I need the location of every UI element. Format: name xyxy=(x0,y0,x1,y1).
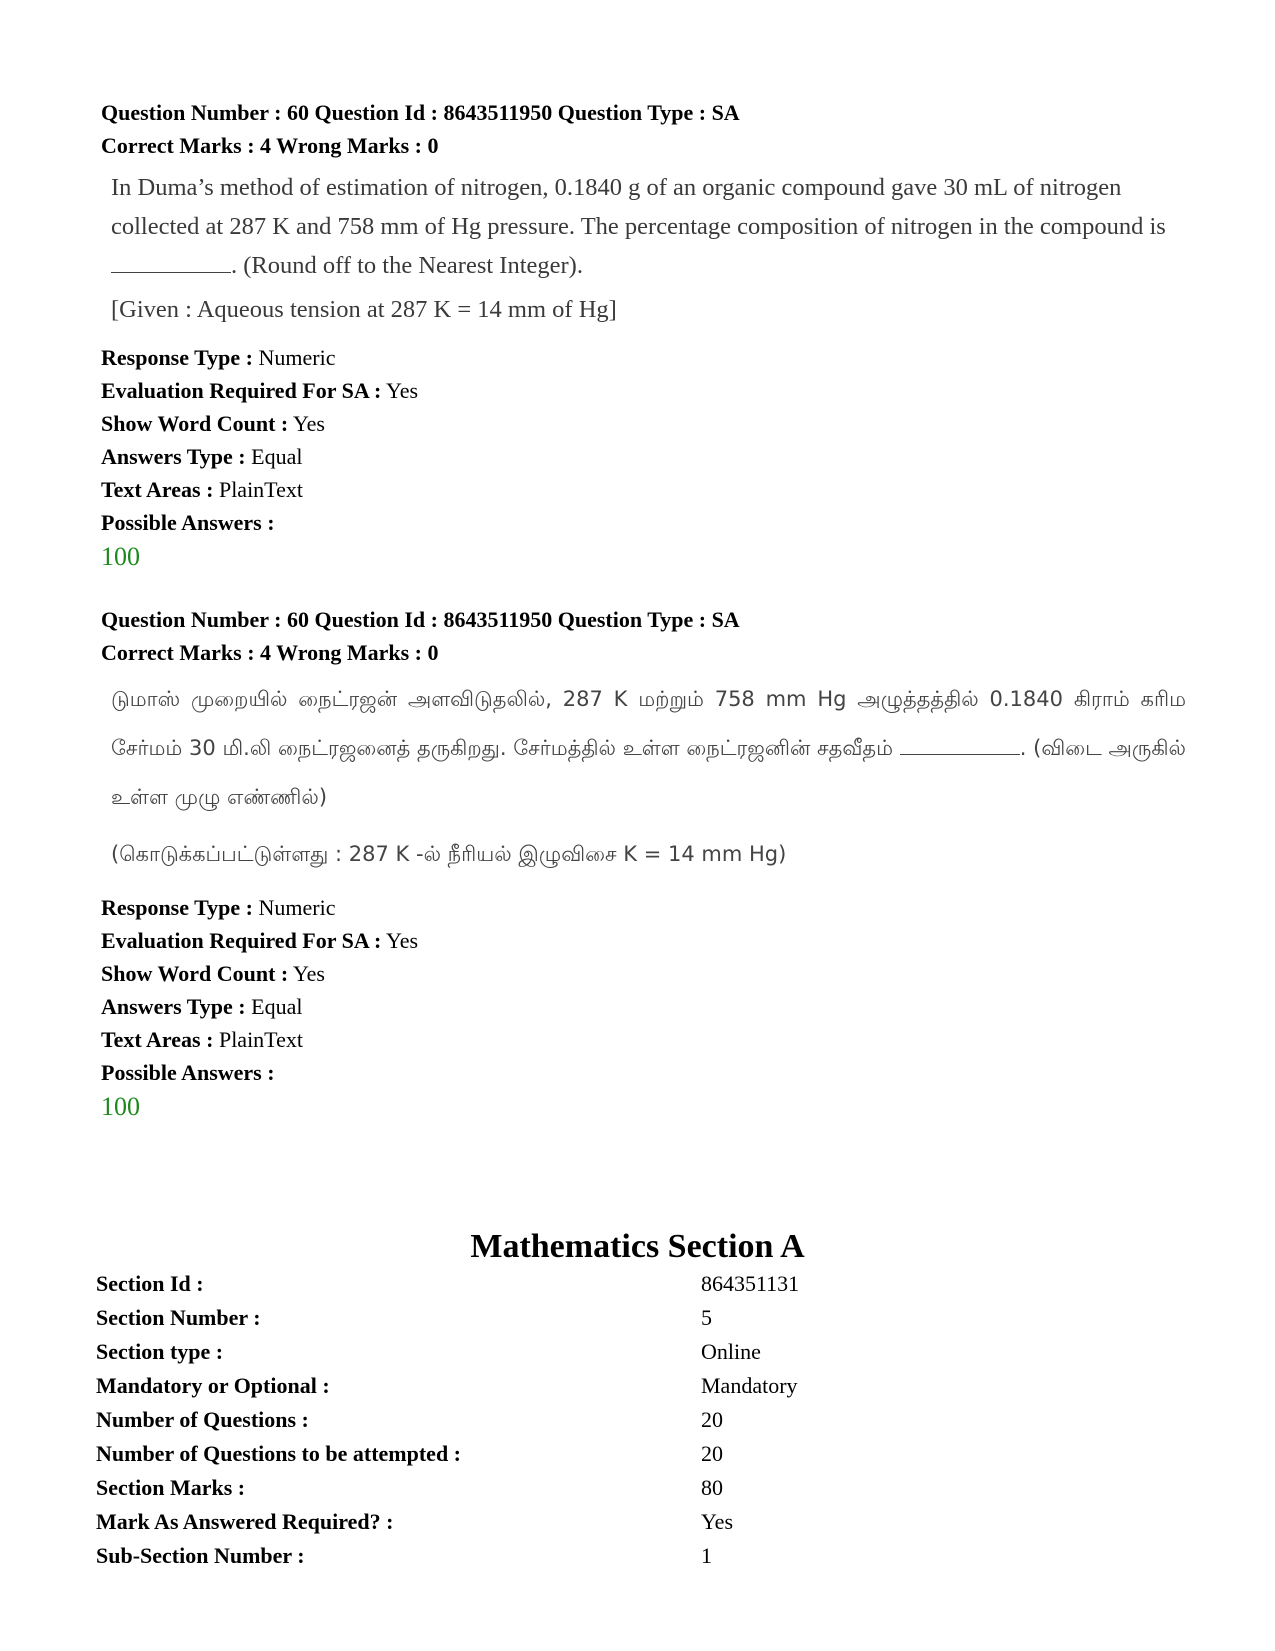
section-info-row: Number of Questions : 20 xyxy=(96,1407,723,1432)
possible-answers-label: Possible Answers : xyxy=(101,510,275,535)
question-block-tamil xyxy=(101,603,1186,1125)
question-meta xyxy=(101,891,1181,1125)
section-title: Mathematics Section A xyxy=(470,1228,805,1265)
marks-header: Correct Marks : 4 Wrong Marks : 0 xyxy=(101,133,439,158)
section-info-row: Number of Questions to be attempted : 20 xyxy=(96,1441,723,1466)
possible-answers-label: Possible Answers : xyxy=(101,1060,275,1085)
section-info-row: Mark As Answered Required? : Yes xyxy=(96,1509,734,1534)
answer-blank xyxy=(111,252,231,273)
evaluation-row: Evaluation Required For SA : Yes xyxy=(101,928,419,953)
possible-answer-value: 100 xyxy=(101,542,140,571)
section-info-table xyxy=(96,1267,996,1573)
section-info-row: Section Marks : 80 xyxy=(96,1475,723,1500)
section-info-row: Section Number : 5 xyxy=(96,1305,712,1330)
possible-answer-value: 100 xyxy=(101,1092,140,1121)
question-given: [Given : Aqueous tension at 287 K = 14 mm of Hg] xyxy=(111,296,617,323)
marks-header: Correct Marks : 4 Wrong Marks : 0 xyxy=(101,640,439,665)
section-info-row: Mandatory or Optional : Mandatory xyxy=(96,1373,798,1398)
answer-blank xyxy=(900,734,1020,755)
word-count-row: Show Word Count : Yes xyxy=(101,961,325,986)
word-count-row: Show Word Count : Yes xyxy=(101,411,325,436)
answers-type-row: Answers Type : Equal xyxy=(101,994,303,1019)
text-areas-row: Text Areas : PlainText xyxy=(101,1027,303,1052)
response-type-row: Response Type : Numeric xyxy=(101,345,336,370)
question-given: (கொடுக்கப்பட்டுள்ளது : 287 K -ல் நீரியல் இழுவிசை K = 14 mm Hg) xyxy=(111,842,787,866)
response-type-row: Response Type : Numeric xyxy=(101,895,336,920)
section-info-row: Sub-Section Number : 1 xyxy=(96,1543,712,1568)
question-text xyxy=(111,675,1186,879)
section-info-row: Section Id : 864351131 xyxy=(96,1271,800,1296)
answers-type-row: Answers Type : Equal xyxy=(101,444,303,469)
question-body: டுமாஸ் முறையில் நைட்ரஜன் அளவிடுதலில், 287 K மற்றும் 758 mm Hg அழுத்தத்தில் 0.1840 கிராம் கரிம சேர்மம் 30 மி.லி நைட்ரஜனைத் தருகிறது. சேர்மத்தில் உள்ள நைட்ரஜனின் சதவீதம் xyxy=(111,687,1186,760)
question-body-tail: . (Round off to the Nearest Integer). xyxy=(231,252,583,279)
question-body: In Duma’s method of estimation of nitrogen, 0.1840 g of an organic compound gave 30 mL of nitrogen collected at 287 K and 758 mm of Hg pressure. The percentage composition of nitrogen in the compound is xyxy=(111,174,1166,240)
question-header: Question Number : 60 Question Id : 8643511950 Question Type : SA xyxy=(101,100,740,125)
text-areas-row: Text Areas : PlainText xyxy=(101,477,303,502)
question-block-english xyxy=(101,96,1181,575)
section-info-row: Section type : Online xyxy=(96,1339,761,1364)
evaluation-row: Evaluation Required For SA : Yes xyxy=(101,378,419,403)
question-text xyxy=(111,168,1186,329)
question-header: Question Number : 60 Question Id : 8643511950 Question Type : SA xyxy=(101,607,740,632)
question-body-tail: . (விடை அருகில் உள்ள முழு எண்ணில்) xyxy=(111,736,1186,809)
question-meta xyxy=(101,341,1181,575)
